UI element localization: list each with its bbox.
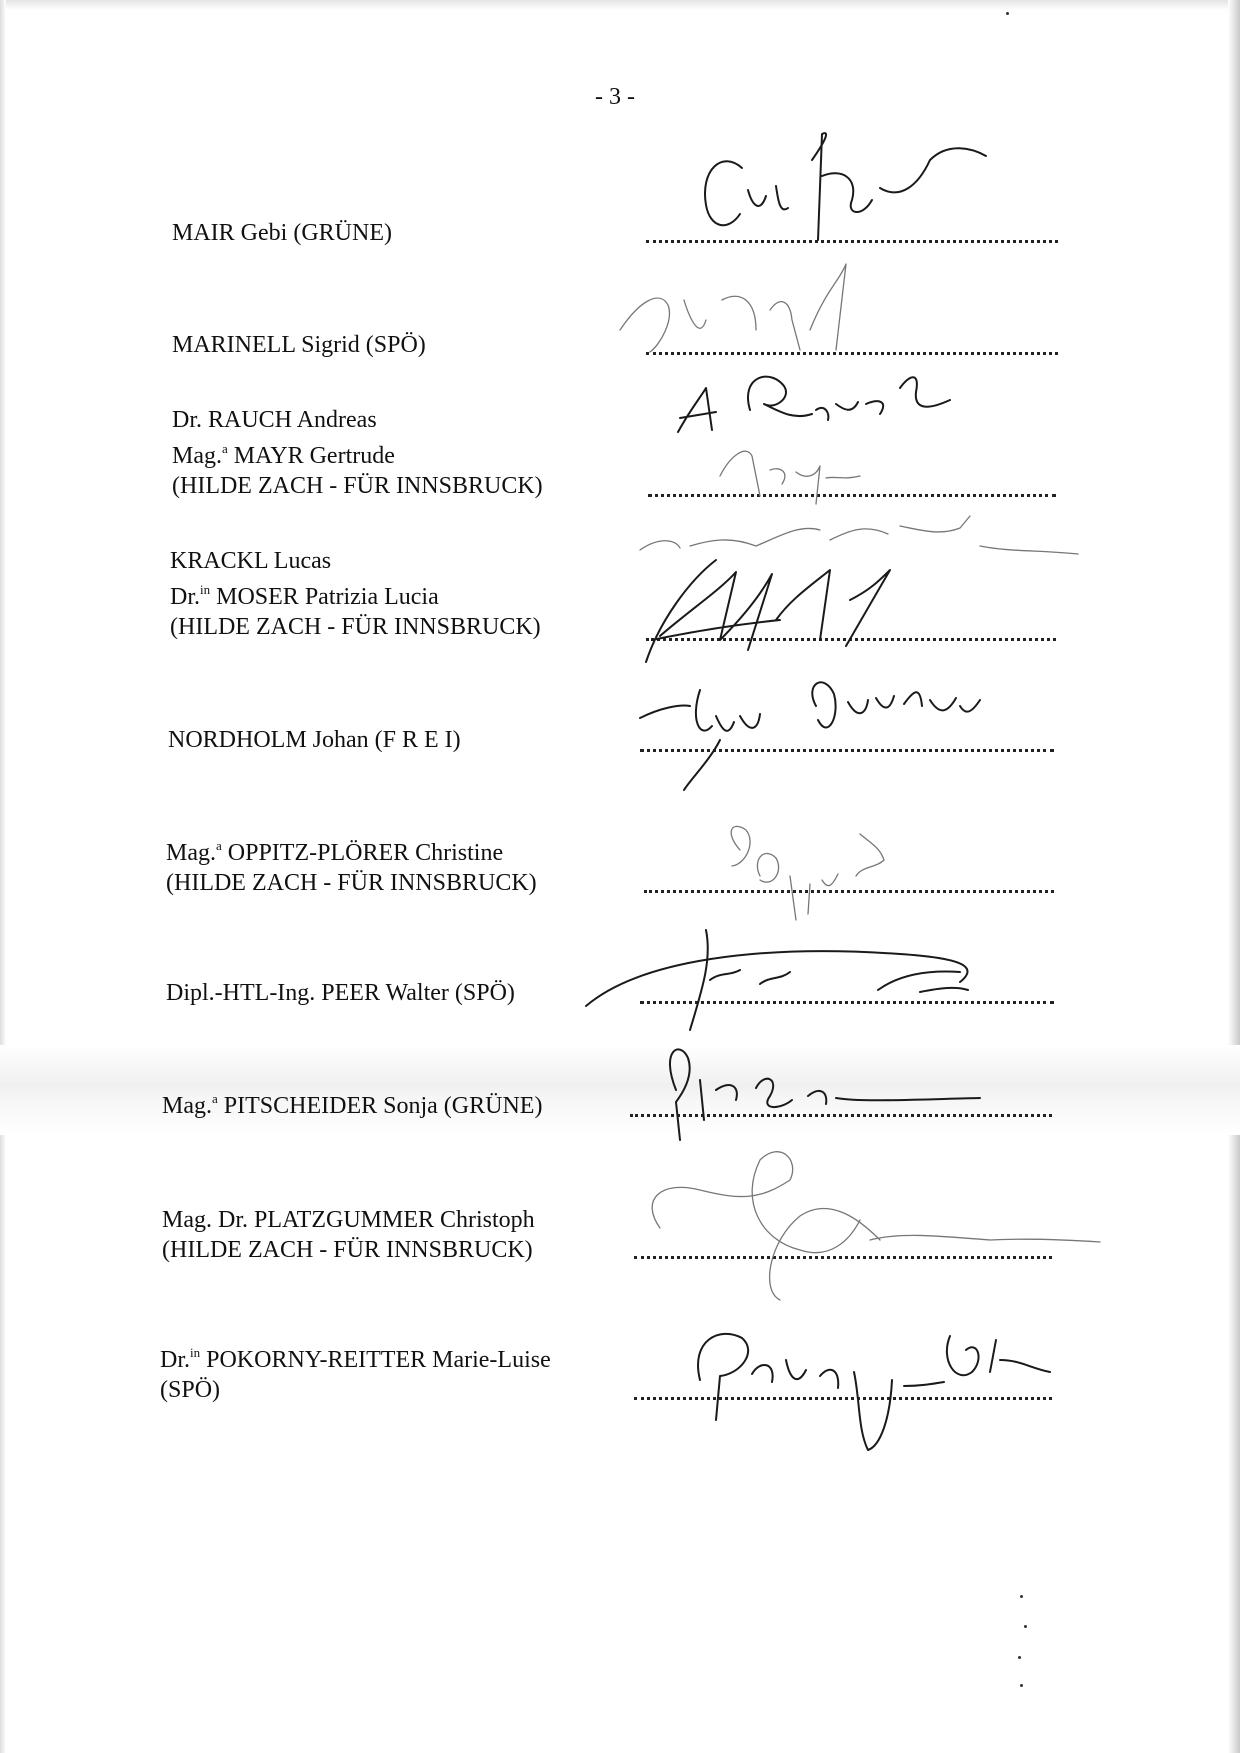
page-number: - 3 -: [595, 84, 635, 110]
name-text: Mag.: [162, 1093, 212, 1119]
name-text: MARINELL Sigrid (SPÖ): [172, 332, 426, 358]
name-line: [160, 1345, 551, 1375]
signatory-name: [162, 1091, 542, 1121]
name-text: NORDHOLM Johan (F R E I): [168, 727, 461, 753]
name-line: [160, 1375, 551, 1405]
name-line: [172, 471, 543, 501]
signatory-name: [172, 405, 543, 501]
name-text: Mag. Dr. PLATZGUMMER Christoph: [162, 1207, 535, 1233]
handwritten-signature: [646, 560, 890, 662]
name-text: Mag.: [172, 443, 222, 469]
scan-shadow-band: [0, 1045, 1240, 1135]
name-text: Mag.: [166, 840, 216, 866]
superscript: a: [216, 838, 222, 853]
name-line: [162, 1091, 542, 1121]
signature-line: [648, 494, 1056, 497]
name-line: [166, 978, 515, 1008]
signatory-name: [172, 218, 392, 248]
signature-line: [646, 352, 1058, 355]
name-text: Dr.: [160, 1347, 190, 1373]
name-text: MAIR Gebi (GRÜNE): [172, 220, 392, 246]
name-line: [172, 218, 392, 248]
handwritten-signature: [586, 930, 968, 1030]
superscript: in: [190, 1345, 201, 1360]
signatory-name: [162, 1205, 535, 1265]
signatory-name: [166, 978, 515, 1008]
name-text: Dr.: [170, 584, 200, 610]
handwritten-signature: [640, 682, 980, 790]
name-text: (SPÖ): [160, 1377, 221, 1403]
superscript: a: [222, 441, 228, 456]
name-text: (HILDE ZACH - FÜR INNSBRUCK): [170, 614, 541, 640]
scan-edge-top: [0, 0, 1240, 10]
name-text: Dr. RAUCH Andreas: [172, 407, 377, 433]
speck: [1020, 1684, 1023, 1687]
name-text: OPPITZ-PLÖRER Christine: [221, 840, 504, 866]
name-text: (HILDE ZACH - FÜR INNSBRUCK): [172, 473, 543, 499]
name-line: [170, 612, 541, 642]
signature-line: [640, 749, 1054, 752]
signatory-name: [160, 1345, 551, 1405]
signatory-name: [170, 546, 541, 642]
name-text: MOSER Patrizia Lucia: [210, 584, 439, 610]
name-text: (HILDE ZACH - FÜR INNSBRUCK): [166, 870, 537, 896]
speck: [1018, 1656, 1021, 1659]
name-line: [170, 546, 541, 576]
scan-edge-right: [1228, 0, 1240, 1753]
superscript: a: [212, 1091, 218, 1106]
signatory-name: [166, 838, 537, 898]
handwritten-signature: [640, 516, 1078, 554]
name-text: KRACKL Lucas: [170, 548, 332, 574]
name-line: [172, 441, 543, 471]
name-text: PITSCHEIDER Sonja (GRÜNE): [217, 1093, 543, 1119]
signature-line: [646, 638, 1056, 641]
signature-line: [640, 1001, 1054, 1004]
handwritten-signature: [698, 1334, 1050, 1450]
handwritten-signature: [652, 1152, 1100, 1300]
handwritten-signature: [731, 826, 884, 920]
signatory-name: [172, 330, 426, 360]
signature-line: [630, 1114, 1052, 1117]
name-text: POKORNY-REITTER Marie-Luise: [200, 1347, 551, 1373]
signature-line: [644, 890, 1054, 893]
name-line: [168, 725, 461, 755]
name-line: [172, 330, 426, 360]
superscript: in: [200, 582, 211, 597]
speck: [1024, 1625, 1027, 1628]
name-text: (HILDE ZACH - FÜR INNSBRUCK): [162, 1237, 533, 1263]
name-line: [162, 1235, 535, 1265]
speck: [1020, 1595, 1023, 1598]
name-line: [166, 868, 537, 898]
signature-line: [634, 1256, 1052, 1259]
name-line: [162, 1205, 535, 1235]
speck: [1006, 12, 1009, 15]
handwritten-signature: [705, 133, 986, 240]
handwritten-signature: [678, 377, 950, 432]
name-text: Dipl.-HTL-Ing. PEER Walter (SPÖ): [166, 980, 515, 1006]
name-line: [172, 405, 543, 435]
signature-line: [646, 240, 1058, 243]
name-line: [170, 582, 541, 612]
handwritten-signature: [620, 264, 846, 352]
signature-line: [634, 1397, 1052, 1400]
name-line: [166, 838, 537, 868]
name-text: MAYR Gertrude: [227, 443, 395, 469]
signatory-name: [168, 725, 461, 755]
scan-edge-left: [0, 0, 6, 1753]
